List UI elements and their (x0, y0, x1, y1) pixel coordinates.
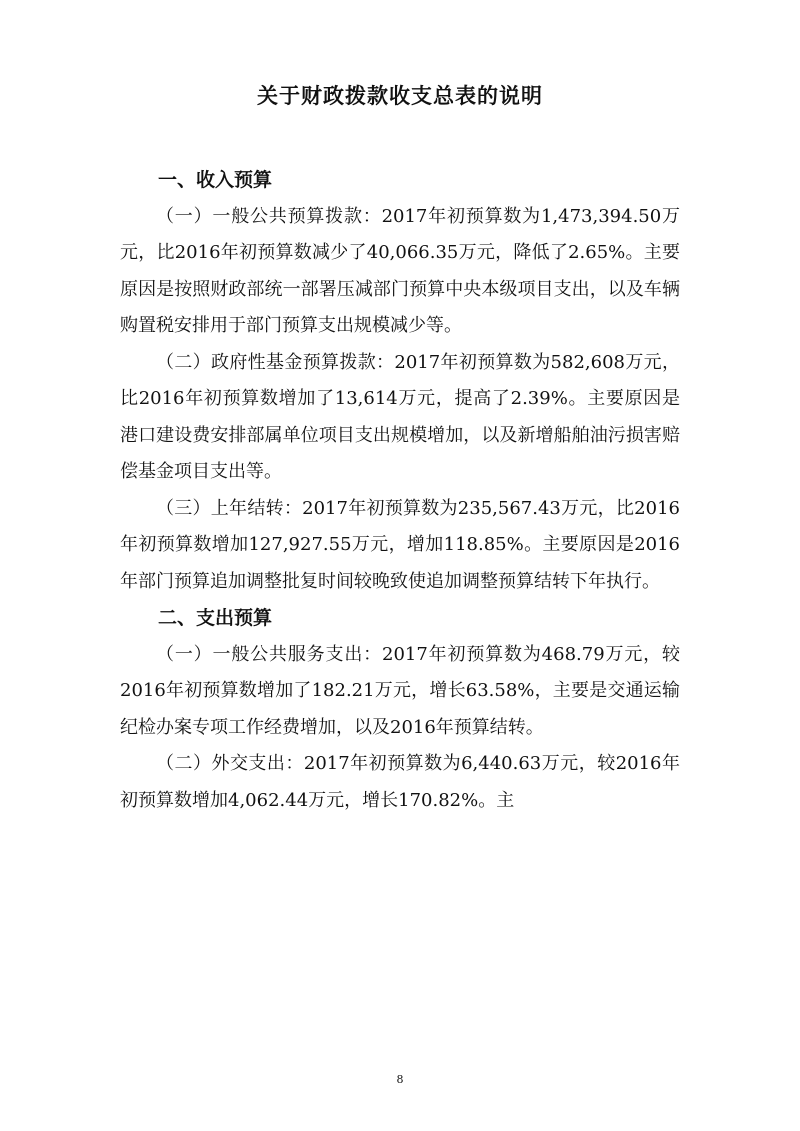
section-heading-income: 一、收入预算 (158, 169, 273, 191)
page-number: 8 (396, 1073, 404, 1086)
paragraph-expenditure-general-services: （一）一般公共服务支出：2017年初预算数为468.79万元，较2016年初预算数增加了182.21万元，增长63.58%，主要是交通运输纪检办案专项工作经费增加，以及2016年预算结转。 (120, 643, 680, 738)
paragraph-income-fund-budget: （二）政府性基金预算拨款：2017年初预算数为582,608万元，比2016年初预算数增加了13,614万元，提高了2.39%。主要原因是港口建设费安排部属单位项目支出规模增加，以及新增船舶油污损害赔偿基金项目支出等。 (120, 351, 680, 482)
paragraph-income-carryover: （三）上年结转：2017年初预算数为235,567.43万元，比2016年初预算数增加127,927.55万元，增加118.85%。主要原因是2016年部门预算追加调整批复时间较晚致使追加调整预算结转下年执行。 (120, 497, 681, 592)
section-heading-expenditure: 二、支出预算 (158, 607, 273, 629)
paragraph-income-general-budget: （一）一般公共预算拨款：2017年初预算数为1,473,394.50万元，比2016年初预算数减少了40,066.35万元，降低了2.65%。主要原因是按照财政部统一部署压减部门预算中央本级项目支出，以及车辆购置税安排用于部门预算支出规模减少等。 (120, 205, 680, 336)
document-title: 关于财政拨款收支总表的说明 (257, 83, 543, 108)
document-body (120, 162, 680, 819)
paragraph-expenditure-foreign-affairs: （二）外交支出：2017年初预算数为6,440.63万元，较2016年初预算数增加4,062.44万元，增长170.82%。主 (120, 753, 680, 811)
